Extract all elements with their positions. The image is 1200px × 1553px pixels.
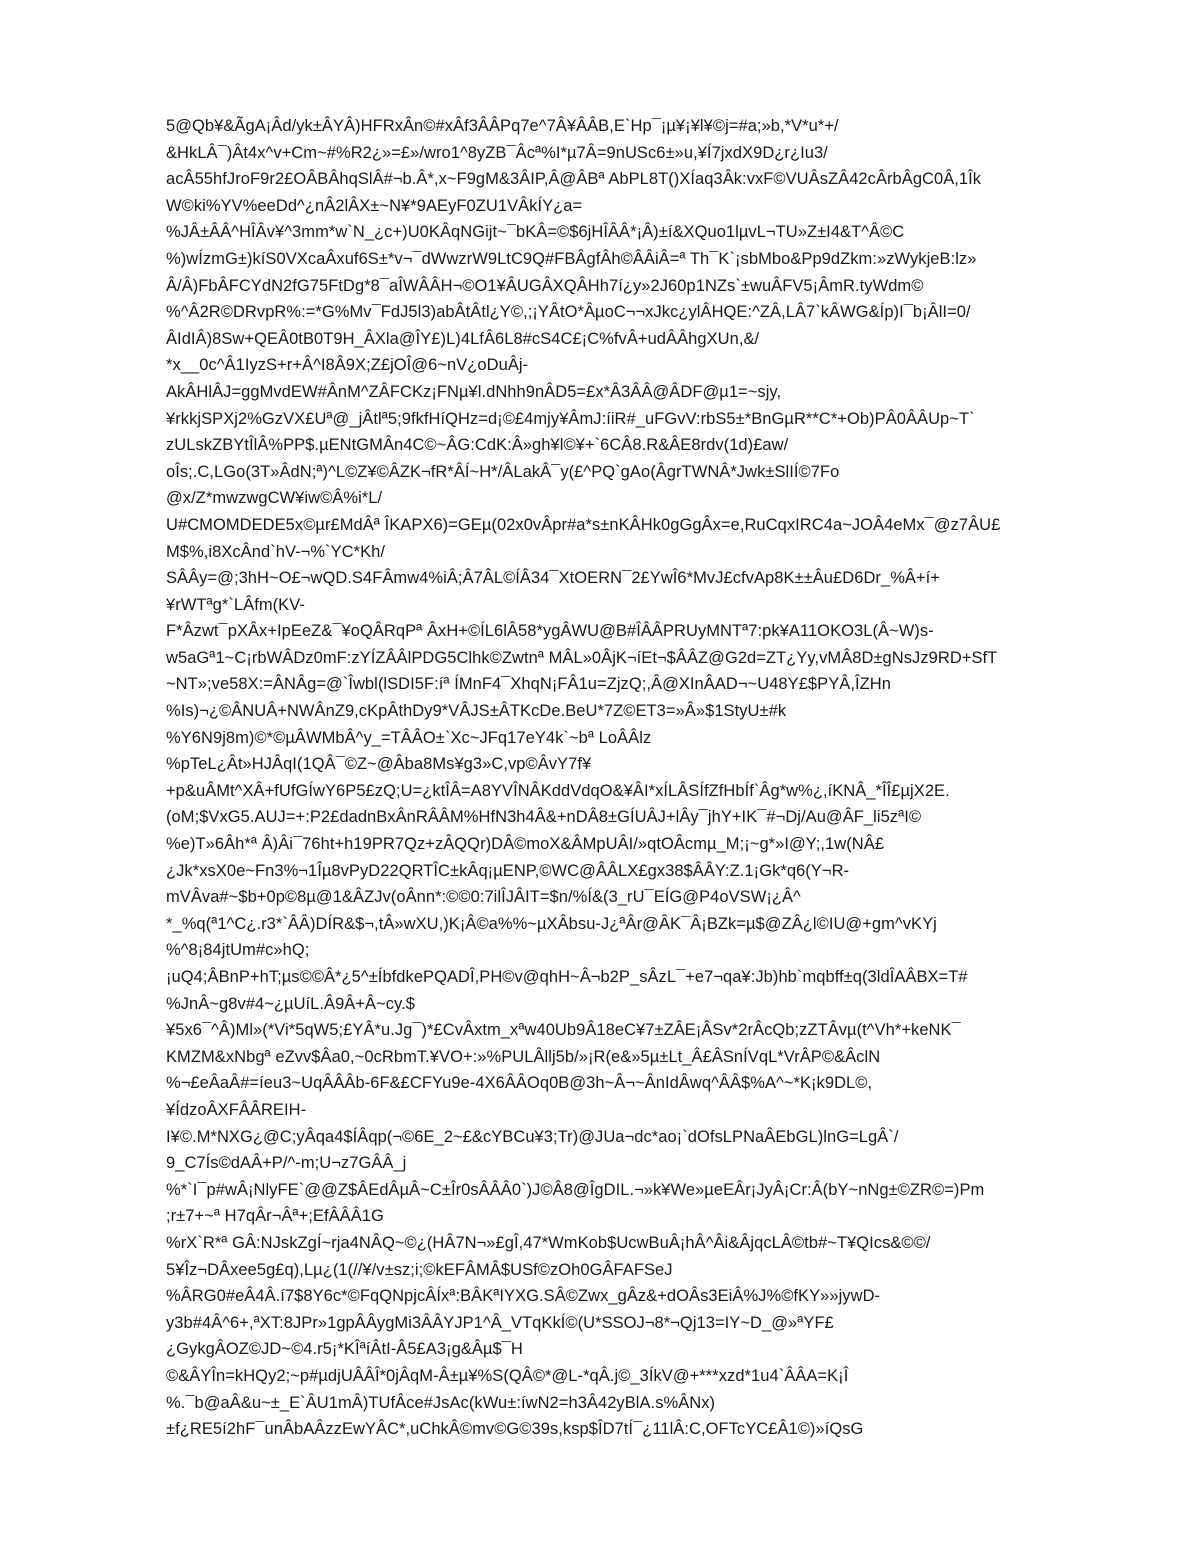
text-line: %^Â2R©DRvpR%:=*G%Mv¯FdJ5l3)abÂtÂtl¿Y©,;¡YÂtO*ÂµoC¬¬xJkc¿ylÂHQE:^ZÂ,LÂ7`kÂWG&Íp)I¯b¡ÂlI=0/ (166, 303, 971, 322)
text-line: %e)T»6Âh*ª Â)Âi¯76ht+h19PR7Qz+zÂQQr)DÂ©moX&ÂMpUÂI/»qtOÂcmµ_M;¡~g*»I@Y;,1w(NÂ£ (166, 835, 885, 854)
text-line: 9_C7Ís©dAÂ+P/^-m;U¬z7GÂÂ_j (166, 1154, 407, 1173)
text-line: w5aGª1~C¡rbWÂDz0mF:zYÍZÂÂlPDG5Clhk©Zwtnª MÂL»0ÂjK¬íEt¬$ÂÂZ@G2d=ZT¿Yy,vMÂ8D±gNsJz9RD+SfT (166, 648, 998, 667)
text-line: F*Âzwt¯pXÂx+IpEeZ&¯¥oQÂRqPª ÂxH+©ÍL6lÂ58*ygÂWU@B#ÎÂÂPRUyMNTª7:pk¥A11OKO3L(Â~W)s- (166, 622, 934, 641)
text-line: %JnÂ~g8v#4~¿µUíL.Â9Â+Â~cy.$ (166, 994, 416, 1013)
text-line: %)wÍzmG±)kíS0VXcaÂxuf6S±*v¬¯dWwzrW9LtC9Q#FBÂgfÂh©ÂÂiÂ=ª Th¯K`¡sbMbo&Pp9dZkm:»zWykjeB:lz» (166, 249, 977, 268)
text-line: SÂÂy=@;3hH~O£¬wQD.S4FÂmw4%iÂ;Â7ÂL©ÍÂ34¯XtOERN¯2£YwÎ6*MvJ£cfvAp8K±±Âu£D6Dr_%Â+í+ (166, 569, 940, 588)
text-line: ~NT»;ve58X:=ÂNÂg=@`Îwbl(lSDI5F:íª ÍMnF4¯XhqN¡FÂ1u=ZjzQ;,Â@XInÂAD¬~U48Y£$PYÂ,ÎZHn (166, 675, 891, 694)
text-line: KMZM&xNbgª eZvv$Âa0,~0cRbmT.¥VO+:»%PULÂllj5b/»¡R(e&»5µ±Lt_Â£ÂSnÍVqL*VrÂP©&ÂclN (166, 1047, 881, 1066)
text-line: %Is)¬¿©ÂNUÂ+NWÂnZ9,cKpÂthDy9*VÂJS±ÂTKcDe.BeU*7Z©ET3=»Â»$1StyU±#k (166, 702, 787, 721)
text-line: 5@Qb¥&ÃgA¡Âd/yk±ÂYÂ)HFRxÂn©#xÂf3ÂÂPq7e^7Â¥ÂÂB,E`Hp¯¡µ¥¡¥l¥©j=#a;»b,*V*u*+/ (166, 117, 839, 135)
text-line: ¥rkkjSPXj2%GzVX£Uª@_jÂtlª5;9fkfHíQHz=d¡©£4mjy¥ÂmJ:íiR#_uFGvV:rbS5±*BnGµR**C*+Ob)PÂ0ÂÂUp~T` (166, 409, 975, 428)
text-line: +p&uÂMt^XÂ+fUfGÍwY6P5£zQ;U=¿ktÎÂ=A8YVÎNÂKddVdqO&¥ÂI*xÍLÂSÍfZfHbÍf`Âg*w%¿,íKNÂ_*ÎÎ£µjX2E. (166, 781, 950, 800)
text-line: ¥rWTªg*`LÂfm(KV- (166, 595, 305, 614)
text-line: zULskZBYtÎlÂ%PP$.µENtGMÂn4C©~ÂG:CdK:Â»gh¥l©¥+`6CÂ8.R&ÂE8rdv(1d)£aw/ (166, 436, 789, 455)
text-line: ©&ÂYÎn=kHQy2;~p#µdjUÂÂÎ*0jÂqM-Â±µ¥%S(QÂ©*@L-*qÂ.j©_3ÍkV@+***xzd*1u4`ÂÂA=K¡Î (166, 1366, 849, 1385)
text-line: ¿GykgÂOZ©JD~©4.r5¡*KÎªíÂtI-Â5£A3¡g&Âµ$¯H (166, 1340, 523, 1359)
text-line: %*`I¯p#wÂ¡NlyFE`@@Z$ÂEdÂµÂ~C±Îr0sÂÂÂ0`)J©Â8@ÎgDIL.¬»k¥We»µeEÂr¡JyÂ¡Cr:Â(bY~nNg±©ZR©=)Pm (166, 1180, 985, 1199)
text-line: ¡uQ4;ÂBnP+hT;µs©©Â*¿5^±ÍbfdkePQADÎ,PH©v@qhH~Â¬b2P_sÂzL¯+e7¬qa¥:Jb)hb`mqbff±q(3ldÎAÂBX=T# (166, 968, 968, 986)
text-line: %Y6N9j8m)©*©µÂWMbÂ^y_=TÂÂO±`Xc~JFq17eY4k`~bª LoÂÂlz (166, 728, 652, 747)
text-line: ¿Jk*xsX0e~Fn3%¬1Îµ8vPyD22QRTÎC±kÂq¡µENP,©WC@ÂÂLX£gx38$ÂÂY:Z.1¡Gk*q6(Y¬R- (166, 861, 850, 880)
text-line: U#CMOMDEDE5x©µr£MdÂª ÎKAPX6)=GEµ(02x0vÂpr#a*s±nKÂHk0gGgÂx=e,RuCqxIRC4a~JOÂ4eMx¯@z7ÂU£ (166, 515, 1001, 534)
text-line: y3b#4Â^6+,ªXT:8JPr»1gpÂÂygMi3ÂÂYJP1^Â_VTqKkÍ©(U*SSOJ¬8*¬Qj13=IY~D_@»ªYF£ (166, 1313, 834, 1332)
text-line: M$%,i8XcÂnd`hV-¬%`YC*Kh/ (166, 542, 386, 561)
text-line: ±f¿RE5í2hF¯unÂbAÂzzEwYÂC*,uChkÂ©mv©G©39s,ksp$ÎD7tÍ¯¿11lÂ:C,OFTcYC£Â1©)»íQsG (166, 1420, 864, 1439)
text-line: %pTeL¿Ât»HJÂqI(1QÂ¯©Z~@Âba8Ms¥g3»C,vp©ÂvY7f¥ (166, 755, 592, 774)
text-line: 5¥Îz¬DÂxee5g£q),Lµ¿(1(//¥/v±sz;i;©kEFÂMÂ$USf©zOh0GÂFAFSeJ (166, 1260, 673, 1279)
text-line: *_%q(ª1^C¿.r3*`ÂÂ)DÍR&$¬,tÂ»wXU,)K¡Â©a%%~µXÂbsu-J¿ªÂr@ÂK¯Â¡BZk=µ$@ZÂ¿l©IU@+gm^vKYj (166, 914, 937, 933)
text-line: ¥5x6¯^Â)Ml»(*Vi*5qW5;£YÂ*u.Jg¯)*£CvÂxtm_xªw40Ub9Â18eC¥7±ZÂE¡ÂSv*2rÂcQb;zZTÂvµ(t^Vh*+keNK¯ (166, 1021, 961, 1040)
text-line: %¬£eÂaÂ#=íeu3~UqÂÂÂb-6F&£CFYu9e-4X6ÂÂOq0B@3h~Â¬~ÂnIdÂwq^ÂÂ$%A^~*K¡k9DL©, (166, 1074, 873, 1093)
text-line: ;r±7+~ª H7qÂr¬Âª+;EfÂÂÂ1G (166, 1207, 384, 1226)
text-line: ÂIdIÂ)8Sw+QEÂ0tB0T9H_ÂXla@ÎY£)L)4LfÂ6L8#cS4C£¡C%fvÂ+udÂÂhgXUn,&/ (166, 329, 760, 348)
text-line: %rX`R*ª GÂ:NJskZgÍ~rja4NÂQ~©¿(HÂ7N¬»£gÎ,47*WmKob$UcwBuÂ¡hÂ^Âi&ÂjqcLÂ©tb#~T¥QIcs&©©/ (166, 1233, 931, 1252)
text-line: ¥ÍdzoÂXFÂÂREIH- (166, 1100, 307, 1119)
text-line: %JÂ±ÂÂ^HÎÂv¥^3mm*w`N_¿c+)U0KÂqNGijt~¯bKÂ=©$6jHÎÂÂ*¡Â)±í&XQuo1lµvL¬TU»Z±I4&T^Â©C (166, 223, 905, 242)
text-line: oÎs;.C,LGo(3T»ÂdN;ª)^L©Z¥©ÂZK¬fR*ÂÍ~H*/ÂLakÂ¯y(£^PQ`gAo(ÂgrTWNÂ*Jwk±SlIÍ©7Fo (166, 462, 840, 481)
text-line: W©ki%YV%eeDd^¿nÂ2lÂX±~N¥*9AEyF0ZU1VÂkÍY¿a= (166, 196, 583, 215)
text-line: I¥©.M*NXG¿@C;yÂqa4$ÍÂqp(¬©6E_2~£&cYBCu¥3;Tr)@JUa¬dc*ao¡`dOfsLPNaÂEbGL)lnG=LgÂ`/ (166, 1127, 899, 1146)
text-line: %^8¡84jtUm#c»hQ; (166, 941, 310, 960)
text-line: @x/Z*mwzwgCW¥iw©Â%i*L/ (166, 489, 383, 508)
text-line: %.¯b@aÂ&u~±_E`ÂU1mÂ)TUfÂce#JsAc(kWu±:íwN2=h3Â42yBlA.s%ÂNx) (166, 1393, 716, 1412)
text-line: mVÂva#~$b+0p©8µ@1&ÂZJv(oÂnn*:©©0:7ilÎJÂIT=$n/%Í&(3_rU¯EÍG@P4oVSW¡¿Â^ (166, 888, 801, 907)
text-line: *x__0c^Â1IyzS+r+Â^I8Â9X;Z£jOÎ@6~nV¿oDuÂj- (166, 356, 529, 375)
text-line: (oM;$VxG5.AUJ=+:P2£dadnBxÂnRÂÂM%HfN3h4Â&+nDÂ8±GÍUÂJ+lÂy¯jhY+IK¯#¬Dj/Au@ÂF_li5zªI© (166, 808, 922, 827)
text-line: &HkLÂ¯)Ât4x^v+Cm~#%R2¿»=£»/wro1^8yZB¯Âcª%I*µ7Â=9nUSc6±»u,¥Í7jxdX9D¿r¿Iu3/ (166, 143, 828, 162)
text-line: AkÂHlÂJ=ggMvdEW#ÂnM^ZÂFCKz¡FNµ¥l.dNhh9nÂD5=£x*Â3ÂÂ@ÂDF@µ1=~sjy, (166, 382, 782, 401)
document-body-text (166, 113, 1126, 1443)
text-line: %ÂRG0#eÂ4Â.í7$8Y6c*©FqQNpjcÂÍxª:BÂKªIYXG.SÂ©Zwx_gÂz&+dOÂs3EiÂ%J%©fKY»»jywD- (166, 1287, 881, 1306)
text-line: Â/Â)FbÂFCYdN2fG75FtDg*8¯aÎWÂÂH¬©O1¥ÂUGÂXQÂHh7í¿y»2J60p1NZs`±wuÂFV5¡ÂmR.tyWdm© (166, 276, 924, 295)
text-line: acÂ55hfJroF9r2£OÂBÂhqSlÂ#¬b.Â*,x~F9gM&3ÂIP,Â@ÂBª AbPL8T()XÍaq3Âk:vxF©VUÂsZÂ42cÂrbÂgC0Â,1Îk (166, 170, 982, 189)
